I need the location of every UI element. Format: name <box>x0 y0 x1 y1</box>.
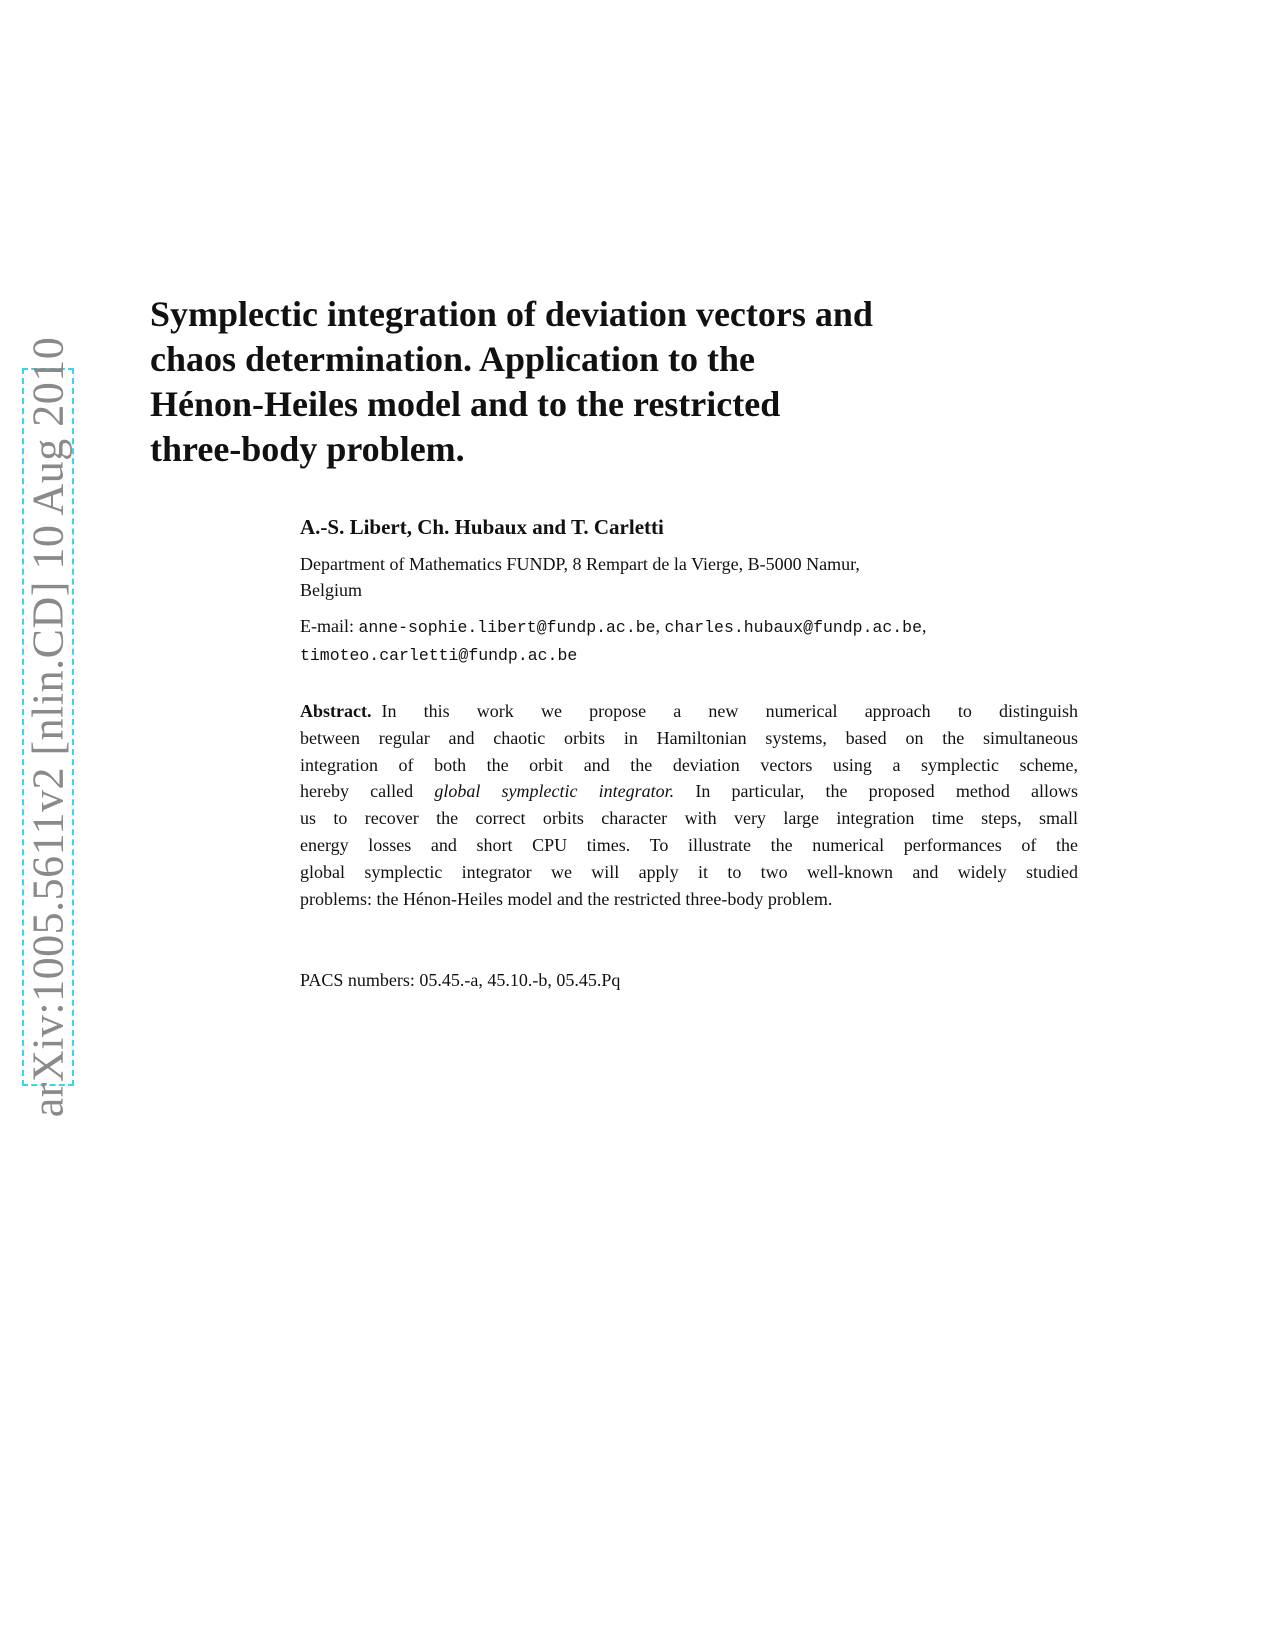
email-address-carletti[interactable]: timoteo.carletti@fundp.ac.be <box>300 646 578 665</box>
affiliation-line: Department of Mathematics FUNDP, 8 Rempart de la Vierge, B-5000 Namur, <box>300 554 860 574</box>
affiliation <box>300 551 860 603</box>
email-label: E-mail: <box>300 616 354 636</box>
abstract-line: between regular and chaotic orbits in Hamiltonian systems, based on the simultaneous <box>300 727 1078 748</box>
abstract-emphasis: global symplectic integrator. <box>434 781 675 802</box>
abstract-text: In this work we propose a new numerical approach to distinguish <box>381 701 1078 721</box>
title-line: Symplectic integration of deviation vectors and <box>150 294 873 334</box>
title-line: Hénon-Heiles model and to the restricted <box>150 384 781 424</box>
arxiv-stamp <box>22 336 74 1118</box>
abstract-line: us to recover the correct orbits character with very large integration time steps, small <box>300 808 1078 829</box>
paper-title <box>150 292 1010 472</box>
abstract-text: hereby called <box>300 781 414 802</box>
title-line: chaos determination. Application to the <box>150 339 756 379</box>
title-line: three-body problem. <box>150 429 465 469</box>
author-list: A.-S. Libert, Ch. Hubaux and T. Carletti <box>300 515 664 539</box>
abstract-line: integration of both the orbit and the deviation vectors using a symplectic scheme, <box>300 754 1078 775</box>
email-block: E-mail: anne-sophie.libert@fundp.ac.be, charles.hubaux@fundp.ac.be, timoteo.carletti@fundp.ac.be <box>300 616 927 665</box>
email-address-libert[interactable]: anne-sophie.libert@fundp.ac.be <box>358 618 656 637</box>
abstract-text: In particular, the proposed method allows <box>695 781 1079 802</box>
abstract-line <box>300 698 1078 725</box>
arxiv-identifier: arXiv:1005.5611v2 [nlin.CD] 10 Aug 2010 <box>23 336 73 1118</box>
affiliation-line: Belgium <box>300 580 362 600</box>
abstract-line: problems: the Hénon-Heiles model and the restricted three-body problem. <box>300 888 833 909</box>
abstract-line: energy losses and short CPU times. To illustrate the numerical performances of the <box>300 834 1078 855</box>
abstract-line: global symplectic integrator we will apply it to two well-known and widely studied <box>300 861 1078 882</box>
abstract-label: Abstract. <box>300 701 372 721</box>
abstract <box>300 698 1078 912</box>
email-address-hubaux[interactable]: charles.hubaux@fundp.ac.be <box>664 618 922 637</box>
pacs-numbers: PACS numbers: 05.45.-a, 45.10.-b, 05.45.Pq <box>300 970 621 990</box>
abstract-line <box>300 778 1078 805</box>
